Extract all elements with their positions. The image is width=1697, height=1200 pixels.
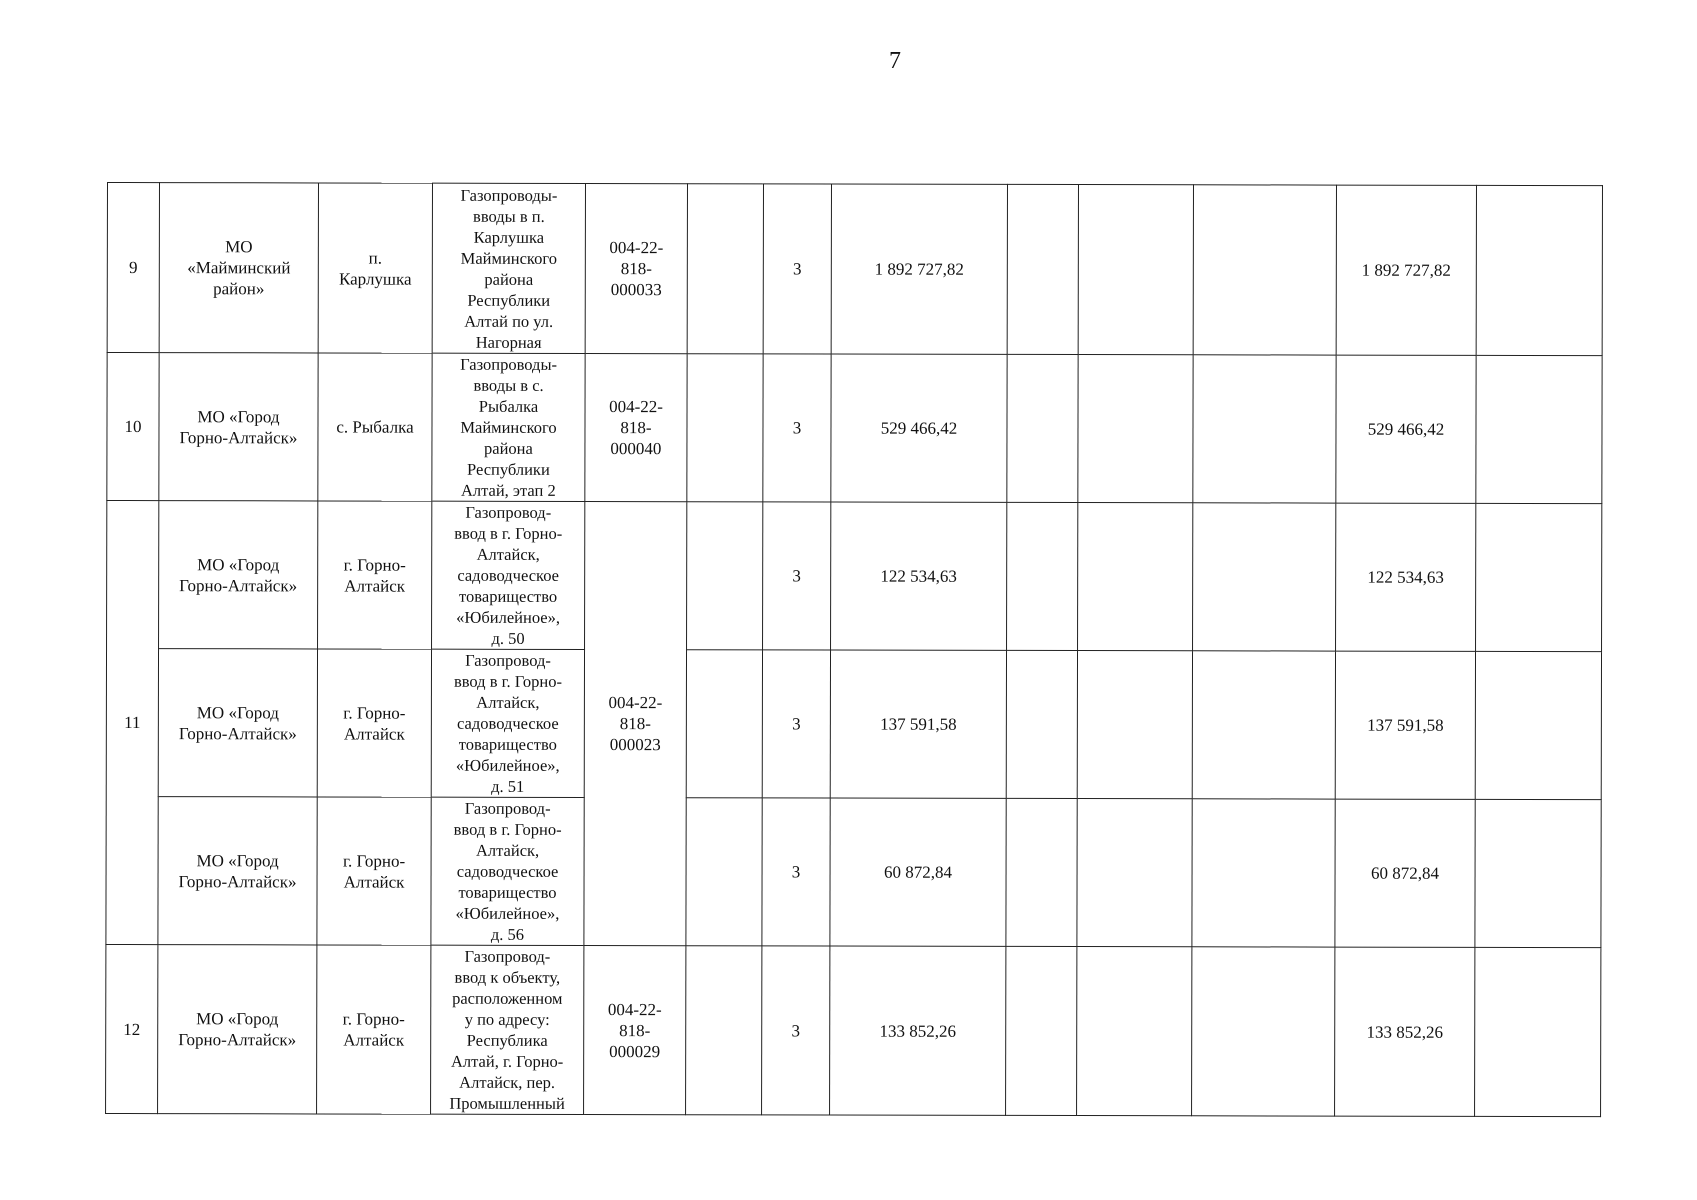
object-code-cell: 004-22- 818- 000029 bbox=[584, 946, 686, 1115]
municipality-cell: МО «Майминский район» bbox=[159, 183, 318, 353]
total-cell: 529 466,42 bbox=[1336, 355, 1476, 503]
empty-cell bbox=[1475, 799, 1601, 947]
settlement-cell: п. Карлушка bbox=[318, 183, 432, 353]
municipality-cell: МО «Город Горно-Алтайск» bbox=[159, 353, 318, 501]
table-row bbox=[106, 649, 1601, 800]
row-number-cell: 12 bbox=[106, 944, 158, 1113]
empty-cell bbox=[1078, 355, 1193, 503]
empty-cell bbox=[1007, 354, 1078, 502]
municipality-cell: МО «Город Горно-Алтайск» bbox=[159, 501, 318, 649]
amount-cell: 1 892 727,82 bbox=[831, 184, 1007, 354]
total-cell: 60 872,84 bbox=[1335, 799, 1475, 947]
object-description-cell: Газопроводы- вводы в с. Рыбалка Майминского района Республики Алтай, этап 2 bbox=[432, 353, 585, 501]
amount-cell: 122 534,63 bbox=[831, 502, 1007, 650]
object-code-cell: 004-22- 818- 000023 bbox=[584, 502, 687, 946]
budget-table bbox=[105, 182, 1603, 1117]
empty-cell bbox=[1006, 650, 1077, 798]
object-description-cell: Газопровод- ввод в г. Горно- Алтайск, садоводческое товарищество «Юбилейное», д. 51 bbox=[431, 649, 584, 797]
empty-cell bbox=[1078, 503, 1193, 651]
empty-cell bbox=[687, 184, 763, 354]
municipality-cell: МО «Город Горно-Алтайск» bbox=[158, 797, 317, 945]
amount-cell: 529 466,42 bbox=[831, 354, 1007, 502]
municipality-cell: МО «Город Горно-Алтайск» bbox=[158, 649, 317, 797]
empty-cell bbox=[1192, 947, 1335, 1116]
table-row bbox=[107, 501, 1602, 652]
object-code-cell: 004-22- 818- 000040 bbox=[585, 354, 687, 502]
empty-cell bbox=[686, 946, 762, 1115]
category-cell: 3 bbox=[763, 354, 831, 502]
empty-cell bbox=[1475, 651, 1601, 799]
empty-cell bbox=[1006, 798, 1077, 946]
amount-cell: 133 852,26 bbox=[830, 946, 1006, 1115]
empty-cell bbox=[1192, 651, 1335, 799]
table-row bbox=[106, 944, 1601, 1116]
settlement-cell: с. Рыбалка bbox=[318, 353, 432, 501]
category-cell: 3 bbox=[762, 650, 830, 798]
empty-cell bbox=[1077, 947, 1192, 1116]
row-number-cell: 9 bbox=[107, 183, 159, 353]
empty-cell bbox=[1476, 355, 1602, 503]
empty-cell bbox=[687, 354, 763, 502]
table-row bbox=[106, 796, 1601, 947]
total-cell: 133 852,26 bbox=[1335, 947, 1475, 1116]
settlement-cell: г. Горно- Алтайск bbox=[318, 501, 432, 649]
total-cell: 137 591,58 bbox=[1335, 651, 1475, 799]
empty-cell bbox=[686, 798, 762, 946]
object-description-cell: Газопровод- ввод к объекту, расположенном у по адресу: Республика Алтай, г. Горно- Алтайск, пер. Промышленный bbox=[431, 945, 584, 1114]
settlement-cell: г. Горно- Алтайск bbox=[317, 797, 431, 945]
table-row bbox=[107, 353, 1602, 504]
amount-cell: 60 872,84 bbox=[830, 798, 1006, 946]
empty-cell bbox=[1193, 185, 1336, 355]
category-cell: 3 bbox=[763, 184, 831, 354]
total-cell: 1 892 727,82 bbox=[1336, 185, 1476, 355]
empty-cell bbox=[686, 650, 762, 798]
empty-cell bbox=[1192, 799, 1335, 947]
empty-cell bbox=[1006, 946, 1077, 1115]
object-description-cell: Газопровод- ввод в г. Горно- Алтайск, садоводческое товарищество «Юбилейное», д. 56 bbox=[431, 797, 584, 945]
object-code-cell: 004-22- 818- 000033 bbox=[585, 184, 687, 354]
empty-cell bbox=[1193, 503, 1336, 651]
category-cell: 3 bbox=[762, 798, 830, 946]
total-cell: 122 534,63 bbox=[1336, 503, 1476, 651]
table-row bbox=[107, 183, 1602, 356]
settlement-cell: г. Горно- Алтайск bbox=[317, 945, 431, 1114]
empty-cell bbox=[1078, 185, 1193, 355]
category-cell: 3 bbox=[763, 502, 831, 650]
empty-cell bbox=[1475, 947, 1601, 1116]
empty-cell bbox=[1077, 799, 1192, 947]
municipality-cell: МО «Город Горно-Алтайск» bbox=[158, 945, 317, 1114]
empty-cell bbox=[687, 502, 763, 650]
empty-cell bbox=[1476, 503, 1602, 651]
row-number-cell: 10 bbox=[107, 353, 159, 501]
amount-cell: 137 591,58 bbox=[830, 650, 1006, 798]
empty-cell bbox=[1007, 502, 1078, 650]
empty-cell bbox=[1007, 184, 1078, 354]
empty-cell bbox=[1077, 651, 1192, 799]
empty-cell bbox=[1193, 355, 1336, 503]
category-cell: 3 bbox=[762, 946, 830, 1115]
settlement-cell: г. Горно- Алтайск bbox=[317, 649, 431, 797]
row-number-cell: 11 bbox=[106, 501, 159, 945]
page-number: 7 bbox=[889, 48, 901, 74]
object-description-cell: Газопровод- ввод в г. Горно- Алтайск, садоводческое товарищество «Юбилейное», д. 50 bbox=[432, 501, 585, 649]
empty-cell bbox=[1476, 185, 1602, 355]
object-description-cell: Газопроводы- вводы в п. Карлушка Майминского района Республики Алтай по ул. Нагорная bbox=[432, 183, 585, 353]
